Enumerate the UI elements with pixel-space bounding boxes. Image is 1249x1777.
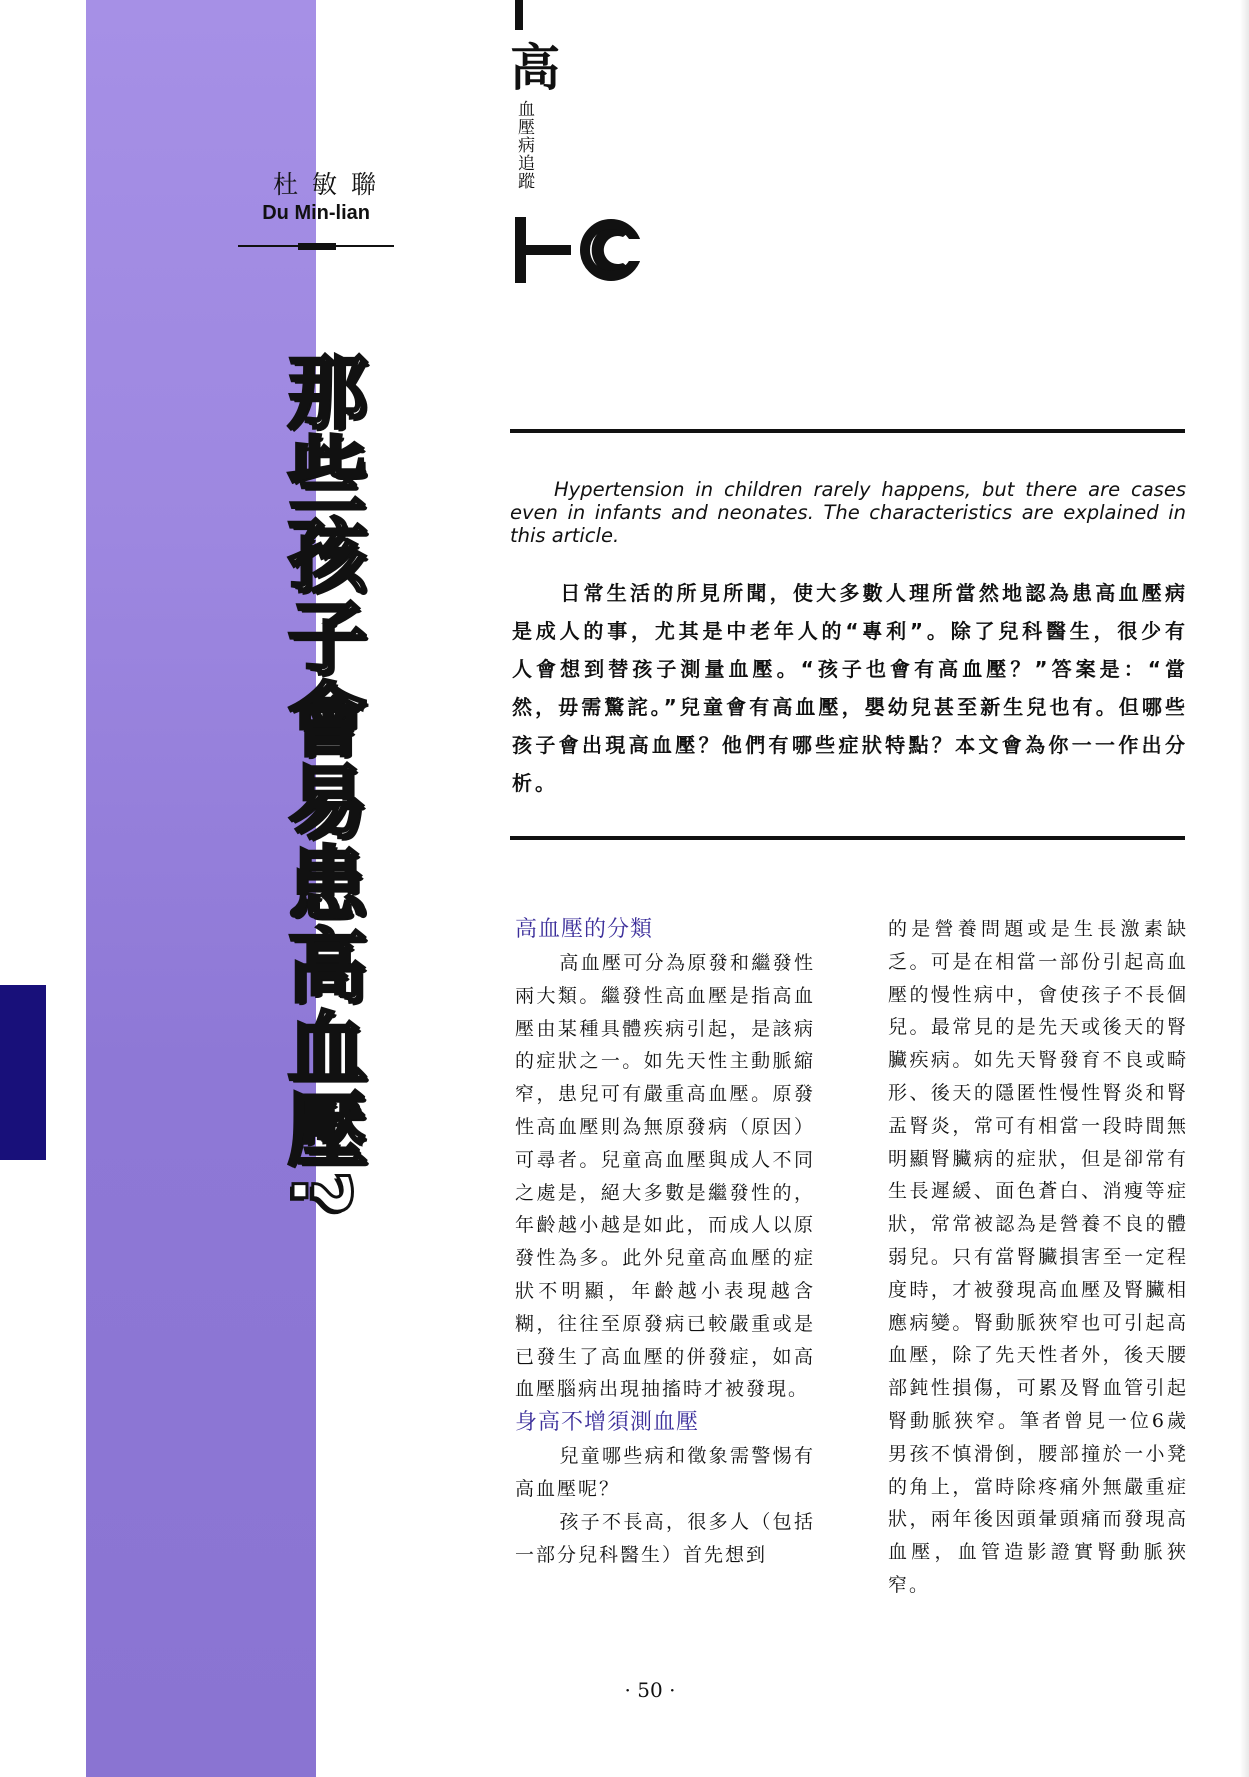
paragraph-text: 的是營養問題或是生長激素缺乏。可是在相當一部份引起高血壓的慢性病中，會使孩子不長個兒。最常見的是先天或後天的腎臟疾病。如先天腎發育不良或畸形、後天的隱匿性慢性腎炎和腎盂腎炎，常可有相當一段時間無明顯腎臟病的症狀，但是卻常有生長遲緩、面色蒼白、消瘦等症狀，常常被認為是營養不良的體弱兒。只有當腎臟損害至一定程度時，才被發現高血壓及腎臟相應病變。腎動脈狹窄也可引起高血壓，除了先天性者外，後天腰部鈍性損傷，可累及腎血管引起腎動脈狹窄。筆者曾見一位6歲男孩不慎滑倒，腰部撞於一小凳的角上，當時除疼痛外無嚴重症狀，兩年後因頭暈頭痛而發現高血壓，血管造影證實腎動脈狹窄。 <box>888 918 1188 1596</box>
scan-edge <box>1240 0 1249 1777</box>
english-abstract <box>510 478 1186 547</box>
hc-logo-icon <box>515 215 650 285</box>
section-heading-classification: 高血壓的分類 <box>515 917 654 942</box>
intro-paragraph <box>512 574 1188 802</box>
abstract-text: Hypertension in children rarely happens, but there are cases even in infants and neonates. The characteristics are explained in this article. <box>510 478 1186 547</box>
intro-text: 日常生活的所見所聞，使大多數人理所當然地認為患高血壓病是成人的事，尤其是中老年人的“專利”。除了兒科醫生，很少有人會想到替孩子測量血壓。“孩子也會有高血壓？”答案是：“當然，毋需驚詫。”兒童會有高血壓，嬰幼兒甚至新生兒也有。但哪些孩子會出現高血壓？他們有哪些症狀特點？本文會為你一一作出分析。 <box>512 581 1188 795</box>
author-name-english: Du Min-lian <box>262 202 370 224</box>
dark-blue-tab <box>0 985 46 1160</box>
paragraph-text: 孩子不長高，很多人（包括一部分兒科醫生）首先想到 <box>515 1510 815 1566</box>
body-column-left <box>515 913 815 1571</box>
section-heading-height: 身高不增須測血壓 <box>515 1410 700 1436</box>
paragraph-text: 兒童哪些病和徵象需警惕有高血壓呢？ <box>515 1445 815 1500</box>
article-headline: 那些孩子會易患高血壓? <box>274 350 367 1219</box>
divider-bottom <box>510 836 1185 840</box>
paragraph-text: 高血壓可分為原發和繼發性兩大類。繼發性高血壓是指高血壓由某種具體疾病引起，是該病的症狀之一。如先天性主動脈縮窄，患兒可有嚴重高血壓。原發性高血壓則為無原發病（原因）可尋者。兒童高血壓與成人不同之處是，絕大多數是繼發性的，年齡越小越是如此，而成人以原發性為多。此外兒童高血壓的症狀不明顯，年齡越小表現越含糊，往往至原發病已較嚴重或是已發生了高血壓的併發症，如高血壓腦病出現抽搐時才被發現。 <box>515 952 815 1401</box>
column-label-vertical: 血壓病追蹤 <box>514 100 534 190</box>
body-paragraph <box>515 1506 815 1572</box>
body-column-right <box>888 913 1188 1602</box>
divider-top <box>510 429 1185 433</box>
body-paragraph <box>515 947 815 1406</box>
author-name-chinese: 杜敏聯 <box>272 170 390 199</box>
column-top-bar <box>515 0 523 30</box>
author-rule-mark <box>298 243 336 250</box>
page-number: · 50 · <box>624 1678 676 1702</box>
column-label-large: 高 <box>510 38 560 97</box>
body-paragraph <box>515 1440 815 1506</box>
body-paragraph-continued <box>888 913 1188 1602</box>
